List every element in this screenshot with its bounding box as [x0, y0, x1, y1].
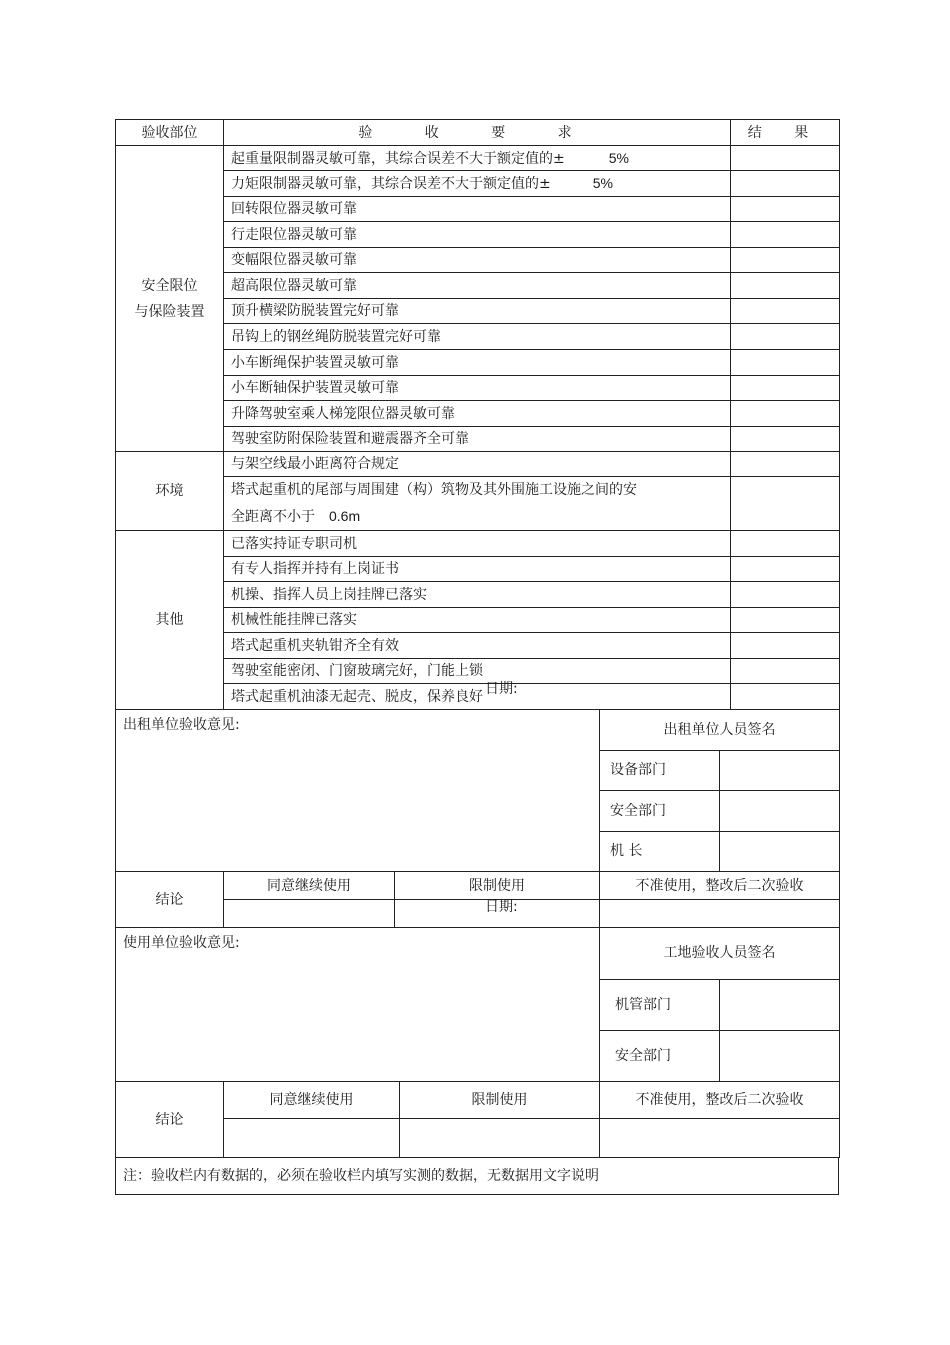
requirement-cell: 超高限位器灵敏可靠: [224, 273, 731, 299]
requirement-cell: 塔式起重机夹轨钳齐全有效: [224, 633, 731, 659]
section-label-environment: 环境: [116, 452, 224, 531]
requirement-cell: 力矩限制器灵敏可靠，其综合误差不大于额定值的± 5%: [224, 171, 731, 197]
sign-label-captain: 机 长: [600, 831, 720, 871]
option-not-allowed: 不准使用，整改后二次验收: [600, 1082, 840, 1119]
table-row: [116, 557, 840, 582]
requirement-cell: 与架空线最小距离符合规定: [224, 452, 731, 477]
requirement-cell: 行走限位器灵敏可靠: [224, 222, 731, 248]
table-row: [116, 273, 840, 299]
footnote: 注：验收栏内有数据的，必须在验收栏内填写实测的数据，无数据用文字说明: [116, 1158, 839, 1195]
result-cell[interactable]: [731, 427, 840, 452]
requirement-cell: 顶升横梁防脱装置完好可靠: [224, 299, 731, 324]
requirement-cell: 起重量限制器灵敏可靠，其综合误差不大于额定值的± 5%: [224, 146, 731, 171]
signature-field[interactable]: [720, 790, 840, 831]
signature-field[interactable]: [720, 979, 840, 1030]
requirement-cell: 小车断绳保护装置灵敏可靠: [224, 350, 731, 376]
signature-field[interactable]: [720, 1030, 840, 1081]
option-not-allowed: 不准使用，整改后二次验收: [600, 872, 840, 900]
table-row: [116, 633, 840, 659]
result-cell[interactable]: [731, 659, 840, 684]
sign-label-equipment: 设备部门: [600, 750, 720, 790]
section-label-other: 其他: [116, 531, 224, 710]
table-row: [116, 197, 840, 222]
result-cell[interactable]: [731, 401, 840, 427]
result-cell[interactable]: [731, 608, 840, 633]
result-cell[interactable]: [731, 222, 840, 248]
result-cell[interactable]: [731, 197, 840, 222]
option-continue-use: 同意继续使用: [224, 872, 395, 900]
result-cell[interactable]: [731, 248, 840, 273]
rental-signature-panel: [600, 710, 840, 872]
requirement-cell: 驾驶室能密闭、门窗玻璃完好，门能上锁: [224, 659, 731, 684]
requirement-cell: 变幅限位器灵敏可靠: [224, 248, 731, 273]
result-cell[interactable]: [731, 452, 840, 477]
table-row: [116, 248, 840, 273]
result-cell[interactable]: [731, 376, 840, 401]
requirement-cell: 机械性能挂牌已落实: [224, 608, 731, 633]
result-cell[interactable]: [731, 477, 840, 531]
conclusion-label: 结论: [116, 872, 224, 928]
requirement-cell: 塔式起重机油漆无起壳、脱皮，保养良好: [224, 684, 731, 710]
rental-sign-title: 出租单位人员签名: [600, 710, 839, 750]
result-cell[interactable]: [731, 273, 840, 299]
table-row: [116, 659, 840, 684]
note-table: [115, 1157, 839, 1195]
table-row: [116, 427, 840, 452]
table-row: [116, 222, 840, 248]
conclusion-choice-cell[interactable]: [400, 1119, 600, 1158]
header-requirement: 验 收 要 求: [224, 120, 731, 146]
table-row: [116, 146, 840, 171]
conclusion-label: 结论: [116, 1082, 224, 1158]
result-cell[interactable]: [731, 299, 840, 324]
rental-opinion-label: 出租单位验收意见:: [123, 717, 240, 733]
option-restricted-use: 限制使用: [400, 1082, 600, 1119]
table-header-row: [116, 120, 840, 146]
result-cell[interactable]: [731, 350, 840, 376]
table-row: [116, 477, 840, 531]
table-row: [116, 350, 840, 376]
table-row: [116, 608, 840, 633]
table-row: [116, 376, 840, 401]
sign-label-safety: 安全部门: [600, 1030, 720, 1081]
requirements-table: [115, 119, 840, 710]
sign-label-safety: 安全部门: [600, 790, 720, 831]
conclusion-table-1: [115, 871, 840, 928]
user-sign-title: 工地验收人员签名: [600, 928, 839, 979]
inspection-form: [115, 119, 839, 1195]
table-row: [116, 684, 840, 710]
conclusion-choice-cell[interactable]: [600, 900, 840, 928]
user-opinion-label: 使用单位验收意见:: [123, 935, 240, 951]
section-label-safety: 安全限位 与保险装置: [116, 146, 224, 452]
table-row: [116, 171, 840, 197]
rental-date-label: 日期:: [485, 681, 518, 697]
table-row: [116, 324, 840, 350]
requirement-cell: 已落实持证专职司机: [224, 531, 731, 557]
result-cell[interactable]: [731, 557, 840, 582]
requirement-cell: 小车断轴保护装置灵敏可靠: [224, 376, 731, 401]
sign-label-machine: 机管部门: [600, 979, 720, 1030]
header-part: 验收部位: [116, 120, 224, 146]
result-cell[interactable]: [731, 633, 840, 659]
table-row: [116, 299, 840, 324]
result-cell[interactable]: [731, 146, 840, 171]
requirement-cell: 升降驾驶室乘人梯笼限位器灵敏可靠: [224, 401, 731, 427]
requirement-cell: 有专人指挥并持有上岗证书: [224, 557, 731, 582]
option-continue-use: 同意继续使用: [224, 1082, 400, 1119]
result-cell[interactable]: [731, 684, 840, 710]
result-cell[interactable]: [731, 531, 840, 557]
header-result: 结 果: [731, 120, 840, 146]
requirement-cell: 机操、指挥人员上岗挂牌已落实: [224, 582, 731, 608]
conclusion-choice-cell[interactable]: [224, 900, 395, 928]
requirement-cell: 驾驶室防附保险装置和避震器齐全可靠: [224, 427, 731, 452]
signature-field[interactable]: [720, 831, 840, 871]
table-row: [116, 582, 840, 608]
requirement-cell: 塔式起重机的尾部与周围建（构）筑物及其外围施工设施之间的安 全距离不小于 0.6m: [224, 477, 731, 531]
result-cell[interactable]: [731, 324, 840, 350]
table-row: [116, 452, 840, 477]
requirement-cell: 回转限位器灵敏可靠: [224, 197, 731, 222]
result-cell[interactable]: [731, 582, 840, 608]
result-cell[interactable]: [731, 171, 840, 197]
table-row: [116, 401, 840, 427]
conclusion-choice-cell[interactable]: [224, 1119, 400, 1158]
requirement-cell: 吊钩上的钢丝绳防脱装置完好可靠: [224, 324, 731, 350]
signature-field[interactable]: [720, 750, 840, 790]
user-signature-panel: [600, 928, 840, 1082]
user-date-label: 日期:: [485, 899, 518, 915]
conclusion-table-2: [115, 1081, 840, 1158]
conclusion-choice-cell[interactable]: [600, 1119, 840, 1158]
table-row: [116, 531, 840, 557]
option-restricted-use: 限制使用: [395, 872, 600, 900]
